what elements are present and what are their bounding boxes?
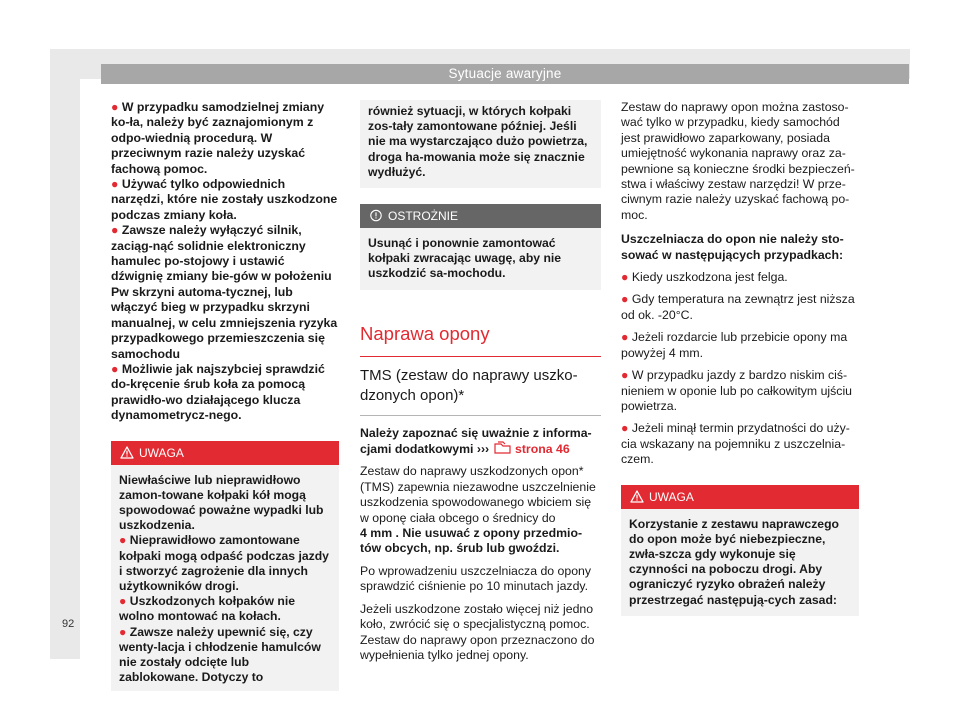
reference-text: Należy zapoznać się uważnie z informa-cjami dodatkowymi ››› strona 46 [360,425,592,457]
info-circle-icon [369,209,383,222]
column-2 [360,100,601,670]
list-item: ● Uszkodzonych kołpaków nie wolno montować na kołach. [119,594,296,624]
list-item: ● W przypadku jazdy z bardzo niskim ciś-nieniem w oponie lub po całkowitym ujściu powietrza. [621,368,853,413]
list-item: ● W przypadku samodzielnej zmiany ko-ła, należy być zaznajomionym z odpo-wiednią procedurą. W przeciwnym razie należy uzyskać fachową pomoc. [111,100,325,176]
bullet-dot: ● [119,533,127,548]
paragraph: Zestaw do naprawy opon można zastoso-wać tylko w przypadku, kiedy samochód jest prawidłowo zaparkowany, posiada umiejętność wykonania naprawy oraz za-pewnione są konieczne środki bezpieczeń-stwa i właściwy zestaw narzędzi! W prze-ciwnym razie należy uzyskać fachową po-moc. [621,100,855,222]
bullet-dot: ● [621,421,629,436]
warning-triangle-icon [630,490,644,503]
warning-box [621,485,859,616]
list-item: ● Zawsze należy wyłączyć silnik, zaciąg-nąć solidnie elektroniczny hamulec po-stojowy i ustawić dźwignię zmiany bie-gów w położeniu Pw skrzyni automa-tycznej, lub włączyć bieg w przypadku skrzyni manualnej, w celu zmniejszenia ryzyka przypadkowego przemieszczenia się samochodu [111,223,338,361]
bullet-dot: ● [119,594,127,609]
warning-continuation: również sytuacji, w których kołpaki zos-tały zamontowane później. Jeśli nie ma wystarczająco dużo powietrza, droga ha-mowania może się znacznie wydłużyć. [360,100,601,188]
list-item: ● Nieprawidłowo zamontowane kołpaki mogą odpaść podczas jazdy i stworzyć zagrożenie dla innych użytkowników drogi. [119,533,329,593]
list-item: ● Gdy temperatura na zewnątrz jest niższa od ok. -20°C. [621,292,855,322]
warning-body: Korzystanie z zestawu naprawczego do opon może być niebezpieczne, zwła-szcza gdy wykonuje się czynności na poboczu drogi. Aby ograniczyć ryzyko obrażeń należy przestrzegać następują-cych zasad: [621,509,859,616]
list-item: ● Kiedy uszkodzona jest felga. [621,270,788,285]
reference-page-link[interactable]: strona 46 [514,442,570,457]
section-rule [360,356,601,357]
list-item: ● Jeżeli rozdarcie lub przebicie opony ma powyżej 4 mm. [621,330,848,360]
page-number: 92 [62,618,75,630]
sub-title-rule [360,415,601,416]
bullet-dot: ● [111,223,119,238]
bullet-dot: ● [621,292,629,307]
bullet-dot: ● [111,100,119,114]
caution-header [360,204,601,228]
paragraph: Jeżeli uszkodzone zostało więcej niż jedno koło, zwrócić się o specjalistyczną pomoc. Zestaw do naprawy opon przeznaczono do wypełnienia tylko jednej opony. [360,601,595,662]
warning-header [621,485,859,509]
bullet-dot: ● [119,624,127,639]
caution-label: OSTROŻNIE [388,209,459,224]
paragraph: Zestaw do naprawy uszkodzonych opon* (TMS) zapewnia niezawodne uszczelnienie uszkodzenia spowodowanego wbiciem się w oponę ciała obcego o średnicy do 4 mm . Nie usuwać z opony przedmio-tów obcych, np. śrub lub gwoździ. [360,464,596,556]
caution-body: Usunąć i ponownie zamontować kołpaki zwracając uwagę, aby nie uszkodzić sa-mochodu. [360,228,601,290]
paragraph: Po wprowadzeniu uszczelniacza do opony sprawdzić ciśnienie po 10 minutach jazdy. [360,563,592,594]
sub-title: TMS (zestaw do naprawy uszko-dzonych opon)* [360,366,578,404]
bullet-dot: ● [621,330,629,345]
list-item: ● Jeżeli minął termin przydatności do uży-cia wskazany na pojemniku z uszczelnia-czem. [621,421,850,467]
page-header-title: Sytuacje awaryjne [448,66,562,81]
caution-box [360,204,601,290]
column-1 [111,100,339,691]
bullet-dot: ● [621,270,629,285]
warning-box [111,441,339,692]
warning-header [111,441,339,465]
warning-intro: Niewłaściwe lub nieprawidłowo zamon-towane kołpaki kół mogą spowodować poważne wypadki lub uszkodzenia. [119,472,324,533]
bullet-list [621,270,859,467]
book-reference-icon [493,441,512,455]
list-item: ● Możliwie jak najszybciej sprawdzić do-kręcenie śrub koła za pomocą prawidło-wo działającego klucza dynamometrycz-nego. [111,361,325,423]
list-heading: Uszczelniacza do opon nie należy sto-sować w następujących przypadkach: [621,232,844,262]
warning-label: UWAGA [649,489,694,504]
warning-body [111,465,339,692]
section-title: Naprawa opony [360,322,490,344]
column-3 [621,100,859,616]
list-item: ● Zawsze należy upewnić się, czy wenty-lacja i chłodzenie hamulców nie zostały odcięte lub zablokowane. Dotyczy to [119,624,321,685]
warning-triangle-icon [120,446,134,459]
bullet-list [111,100,339,424]
bullet-dot: ● [111,177,119,192]
bullet-dot: ● [621,368,629,383]
warning-label: UWAGA [139,445,184,460]
list-item: ● Używać tylko odpowiednich narzędzi, które nie zostały uszkodzone podczas zmiany koła. [111,177,338,222]
bullet-dot: ● [111,361,119,376]
